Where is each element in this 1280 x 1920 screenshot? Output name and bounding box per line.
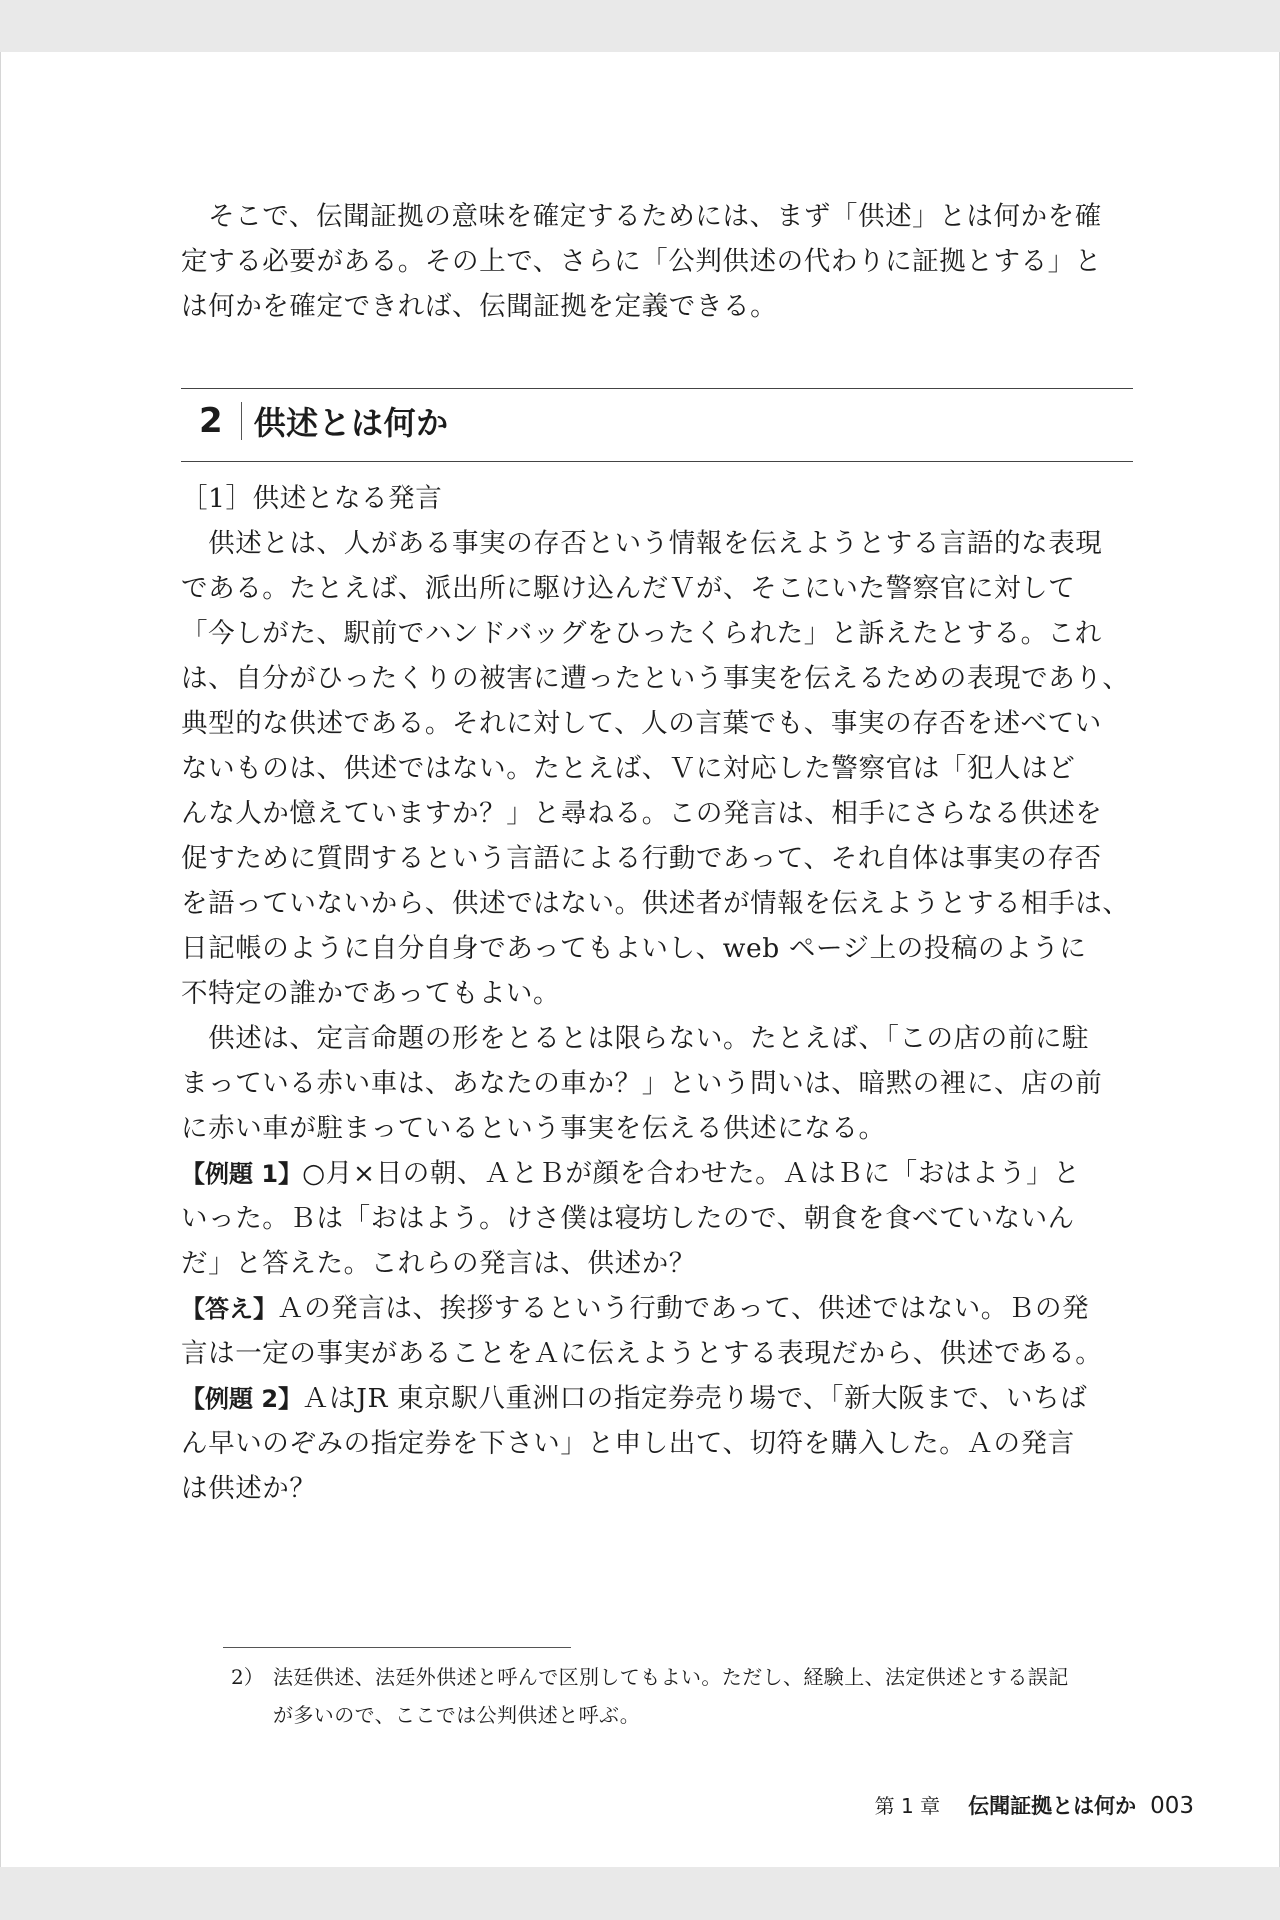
text-line: 促すために質問するという言語による行動であって、それ自体は事実の存否 [181,843,1102,874]
book-page [0,52,1280,1867]
section-title: 供述とは何か [253,404,449,442]
footnote [273,1658,1153,1734]
text-line: いった。Ｂは「おはよう。けさ僕は寝坊したので、朝食を食べていないん [181,1203,1075,1234]
footnote-number: 2） [231,1665,264,1689]
answer-1-line: 【答え】Ａの発言は、挨拶するという行動であって、供述ではない。Ｂの発 [181,1293,1090,1324]
footnote-rule [223,1647,571,1648]
text-line: んな人か憶えていますか？」と尋ねる。この発言は、相手にさらなる供述を [181,798,1103,829]
running-footer [875,1790,1194,1820]
chapter-label: 第 1 章 [874,1794,941,1818]
subheading: ［1］供述となる発言 [181,483,443,514]
text-line: は、自分がひったくりの被害に遭ったという事実を伝えるための表現であり、 [181,663,1130,694]
answer-label: 【答え】 [181,1295,277,1323]
page-number: 003 [1150,1793,1194,1819]
text-line: は供述か？ [181,1473,317,1504]
text-line: 日記帳のように自分自身であってもよいし、web ページ上の投稿のように [181,933,1087,964]
footnote-line: が多いので、ここでは公判供述と呼ぶ。 [273,1703,641,1727]
text-line: 「今しがた、駅前でハンドバッグをひったくられた」と訴えたとする。これ [181,618,1102,649]
main-body [181,476,1133,1511]
section-heading [181,392,1133,450]
example-1-line: 【例題 1】○月×日の朝、ＡとＢが顔を合わせた。ＡはＢに「おはよう」と [181,1158,1081,1189]
section-top-rule [181,388,1133,389]
text-line: そこで、伝聞証拠の意味を確定するためには、まず「供述」とは何かを確 [181,201,1102,232]
text-line: は何かを確定できれば、伝聞証拠を定義できる。 [181,291,778,322]
text-line: に赤い車が駐まっているという事実を伝える供述になる。 [181,1113,886,1144]
section-divider [241,402,242,440]
text-line: 供述とは、人がある事実の存否という情報を伝えようとする言語的な表現 [181,528,1103,559]
text-line: まっている赤い車は、あなたの車か？」という問いは、暗黙の裡に、店の前 [181,1068,1103,1099]
section-bottom-rule [181,461,1133,462]
chapter-title: 伝聞証拠とは何か [968,1794,1137,1818]
text-line: 言は一定の事実があることをＡに伝えようとする表現だから、供述である。 [181,1338,1103,1369]
example-1-label: 【例題 1】 [181,1160,303,1188]
example-2-line: 【例題 2】ＡはJR 東京駅八重洲口の指定券売り場で、「新大阪まで、いちば [181,1383,1088,1414]
text-line: ん早いのぞみの指定券を下さい」と申し出て、切符を購入した。Ａの発言 [181,1428,1075,1459]
intro-paragraph [181,194,1133,329]
text-line: である。たとえば、派出所に駆け込んだＶが、そこにいた警察官に対して [181,573,1076,604]
text-line: ないものは、供述ではない。たとえば、Ｖに対応した警察官は「犯人はど [181,753,1076,784]
text-line: 供述は、定言命題の形をとるとは限らない。たとえば、「この店の前に駐 [181,1023,1090,1054]
text-line: 典型的な供述である。それに対して、人の言葉でも、事実の存否を述べてい [181,708,1102,739]
footnote-line: 法廷供述、法廷外供述と呼んで区別してもよい。ただし、経験上、法定供述とする誤記 [273,1665,1069,1689]
text-line: 不特定の誰かであってもよい。 [181,978,561,1009]
text-line: を語っていないから、供述ではない。供述者が情報を伝えようとする相手は、 [181,888,1130,919]
text-line: だ」と答えた。これらの発言は、供述か？ [181,1248,696,1279]
example-2-label: 【例題 2】 [181,1385,303,1413]
section-number: 2 [199,401,223,441]
text-line: 定する必要がある。その上で、さらに「公判供述の代わりに証拠とする」と [181,246,1102,277]
